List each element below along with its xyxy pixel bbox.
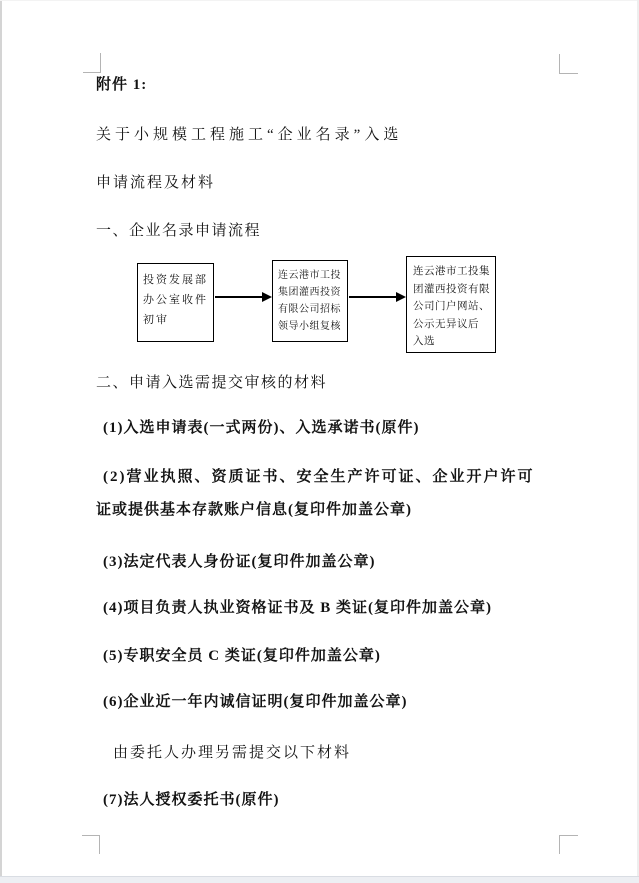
material-item-4: (4)项目负责人执业资格证书及 B 类证(复印件加盖公章): [103, 600, 492, 616]
doc-title-line1: 关于小规模工程施工“企业名录”入选: [96, 127, 403, 143]
flowchart-step-1-line: 投资发展部: [143, 274, 208, 286]
material-item-3: (3)法定代表人身份证(复印件加盖公章): [103, 554, 376, 570]
material-item-1: (1)入选申请表(一式两份)、入选承诺书(原件): [103, 420, 420, 436]
material-item-7: (7)法人授权委托书(原件): [103, 792, 280, 808]
flowchart-step-3-line: 连云港市工投集: [413, 266, 490, 277]
material-item-2-line1: (2)营业执照、资质证书、安全生产许可证、企业开户许可: [103, 469, 535, 485]
flowchart-step-3: [406, 256, 496, 353]
flowchart-step-3-line: 公司门户网站、: [413, 301, 490, 312]
section2-heading: 二、申请入选需提交审核的材料: [96, 375, 328, 391]
crop-mark-bottom-left-icon: [82, 835, 100, 854]
flowchart-step-1: [137, 263, 214, 342]
flowchart-step-3-line: 团灌西投资有限: [413, 283, 490, 295]
material-item-2-line2: 证或提供基本存款账户信息(复印件加盖公章): [96, 502, 412, 518]
flowchart-step-2-line: 领导小组复核: [278, 321, 341, 332]
material-item-6: (6)企业近一年内诚信证明(复印件加盖公章): [103, 694, 408, 710]
crop-mark-top-right-icon: [559, 54, 578, 74]
page-edge-left: [0, 0, 2, 883]
flowchart-step-1-line: 初审: [143, 314, 169, 326]
flowchart-step-3-line: 入选: [413, 336, 435, 347]
crop-mark-bottom-right-icon: [559, 835, 578, 854]
agent-note: 由委托人办理另需提交以下材料: [113, 745, 352, 761]
doc-title-line2: 申请流程及材料: [96, 175, 216, 191]
page-edge-top: [0, 0, 639, 1]
attachment-label: 附件 1:: [96, 77, 148, 93]
crop-mark-top-left-icon: [83, 53, 101, 73]
flowchart-step-2-line: 集团灌西投资: [278, 287, 341, 298]
section1-heading: 一、企业名录申请流程: [96, 223, 262, 239]
material-item-5: (5)专职安全员 C 类证(复印件加盖公章): [103, 648, 381, 664]
flowchart-step-2-line: 连云港市工投: [278, 270, 341, 281]
flow-arrow-1-icon: [215, 296, 262, 298]
flow-arrow-2-icon: [349, 296, 396, 298]
flowchart-step-2-line: 有限公司招标: [278, 304, 341, 315]
flowchart-step-3-line: 公示无异议后: [413, 318, 479, 330]
flowchart-step-2: [272, 260, 348, 342]
page-bottom-gap: [0, 876, 639, 883]
flowchart-step-1-line: 办公室收件: [143, 294, 208, 306]
